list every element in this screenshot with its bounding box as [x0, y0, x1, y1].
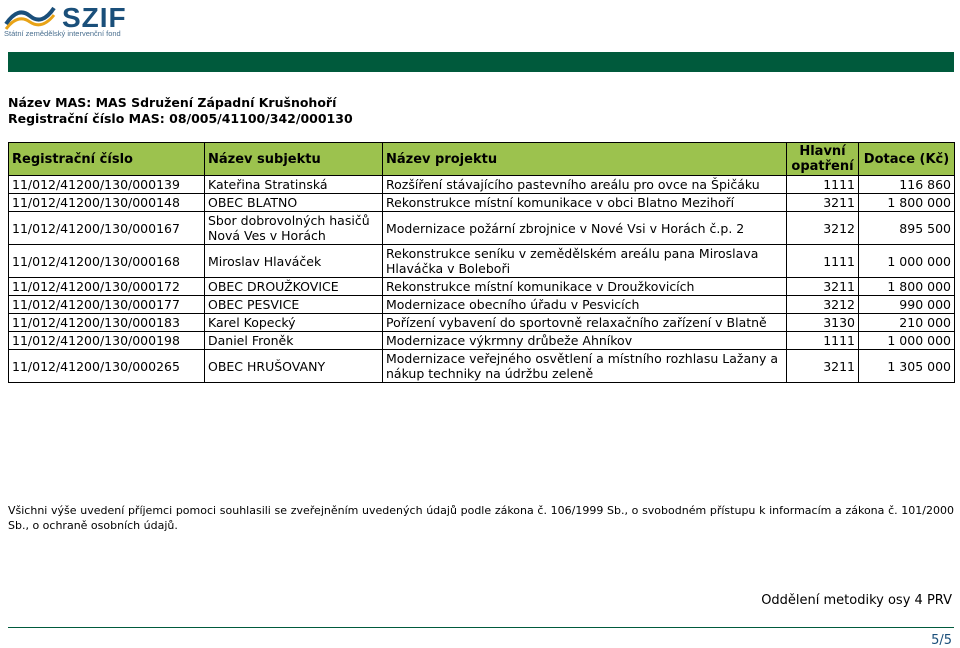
table-cell: Modernizace veřejného osvětlení a místního rozhlasu Lažany a nákup techniky na údržbu zeleně [383, 350, 787, 383]
table-cell: Rekonstrukce místní komunikace v obci Blatno Mezihoří [383, 194, 787, 212]
table-cell: Rekonstrukce místní komunikace v Droužkovicích [383, 278, 787, 296]
logo-wordmark: SZIF [62, 2, 127, 33]
table-cell: 3211 [787, 350, 859, 383]
table-cell: 11/012/41200/130/000168 [9, 245, 205, 278]
table-body [9, 176, 955, 383]
table-cell: Modernizace výkrmny drůbeže Ahníkov [383, 332, 787, 350]
table-row [9, 194, 955, 212]
table-cell: OBEC PESVICE [205, 296, 383, 314]
table-cell: 1 305 000 [859, 350, 955, 383]
table-cell: Daniel Froněk [205, 332, 383, 350]
table-cell: Modernizace požární zbrojnice v Nové Vsi v Horách č.p. 2 [383, 212, 787, 245]
table-row [9, 245, 955, 278]
column-header: Dotace (Kč) [859, 143, 955, 176]
table-cell: Miroslav Hlaváček [205, 245, 383, 278]
table-cell: OBEC HRUŠOVANY [205, 350, 383, 383]
table-cell: 1111 [787, 245, 859, 278]
table-cell: 3212 [787, 212, 859, 245]
table-row [9, 314, 955, 332]
column-header: Hlavní opatření [787, 143, 859, 176]
table-cell: 11/012/41200/130/000139 [9, 176, 205, 194]
table-cell: 1 000 000 [859, 245, 955, 278]
table-cell: 1 000 000 [859, 332, 955, 350]
table-cell: 11/012/41200/130/000183 [9, 314, 205, 332]
table-cell: Modernizace obecního úřadu v Pesvicích [383, 296, 787, 314]
mas-name: Název MAS: MAS Sdružení Západní Krušnohoří [8, 95, 337, 110]
table-row [9, 296, 955, 314]
column-header: Registrační číslo [9, 143, 205, 176]
header-bar [8, 52, 954, 72]
table-row [9, 212, 955, 245]
consent-note: Všichni výše uvedení příjemci pomoci souhlasili se zveřejněním uvedených údajů podle zákona č. 106/1999 Sb., o svobodném přístupu k informacím a zákona č. 101/2000 Sb., o ochraně osobních údajů. [8, 504, 954, 532]
table-cell: 1 800 000 [859, 278, 955, 296]
page-number: 5/5 [931, 633, 952, 648]
table-cell: Sbor dobrovolných hasičů Nová Ves v Horách [205, 212, 383, 245]
table-header-row [9, 143, 955, 176]
column-header: Název subjektu [205, 143, 383, 176]
table-cell: 116 860 [859, 176, 955, 194]
table-row [9, 332, 955, 350]
table-cell: OBEC DROUŽKOVICE [205, 278, 383, 296]
department-name: Oddělení metodiky osy 4 PRV [761, 593, 952, 608]
table-cell: 11/012/41200/130/000265 [9, 350, 205, 383]
mas-registration: Registrační číslo MAS: 08/005/41100/342/000130 [8, 111, 353, 126]
footer-rule [8, 627, 954, 628]
table-cell: 1111 [787, 332, 859, 350]
table-cell: 3130 [787, 314, 859, 332]
szif-emblem-icon [4, 4, 56, 30]
table-cell: 11/012/41200/130/000177 [9, 296, 205, 314]
table-row [9, 278, 955, 296]
table-cell: 11/012/41200/130/000172 [9, 278, 205, 296]
table-cell: Karel Kopecký [205, 314, 383, 332]
table-cell: 1 800 000 [859, 194, 955, 212]
grants-table [8, 142, 955, 383]
table-row [9, 176, 955, 194]
column-header: Název projektu [383, 143, 787, 176]
table-row [9, 350, 955, 383]
table-cell: 990 000 [859, 296, 955, 314]
table-cell: 3211 [787, 194, 859, 212]
table-cell: 3211 [787, 278, 859, 296]
table-cell: 3212 [787, 296, 859, 314]
table-cell: 11/012/41200/130/000167 [9, 212, 205, 245]
table-cell: 11/012/41200/130/000198 [9, 332, 205, 350]
mas-info [8, 95, 353, 127]
szif-logo [4, 2, 154, 42]
table-cell: 210 000 [859, 314, 955, 332]
logo-subtitle: Státní zemědělský intervenční fond [4, 29, 121, 38]
table-cell: 895 500 [859, 212, 955, 245]
table-cell: Kateřina Stratinská [205, 176, 383, 194]
table-cell: Pořízení vybavení do sportovně relaxačního zařízení v Blatně [383, 314, 787, 332]
table-cell: Rekonstrukce seníku v zemědělském areálu pana Miroslava Hlaváčka v Boleboři [383, 245, 787, 278]
table-cell: Rozšíření stávajícího pastevního areálu pro ovce na Špičáku [383, 176, 787, 194]
table-cell: OBEC BLATNO [205, 194, 383, 212]
table-cell: 1111 [787, 176, 859, 194]
table-cell: 11/012/41200/130/000148 [9, 194, 205, 212]
